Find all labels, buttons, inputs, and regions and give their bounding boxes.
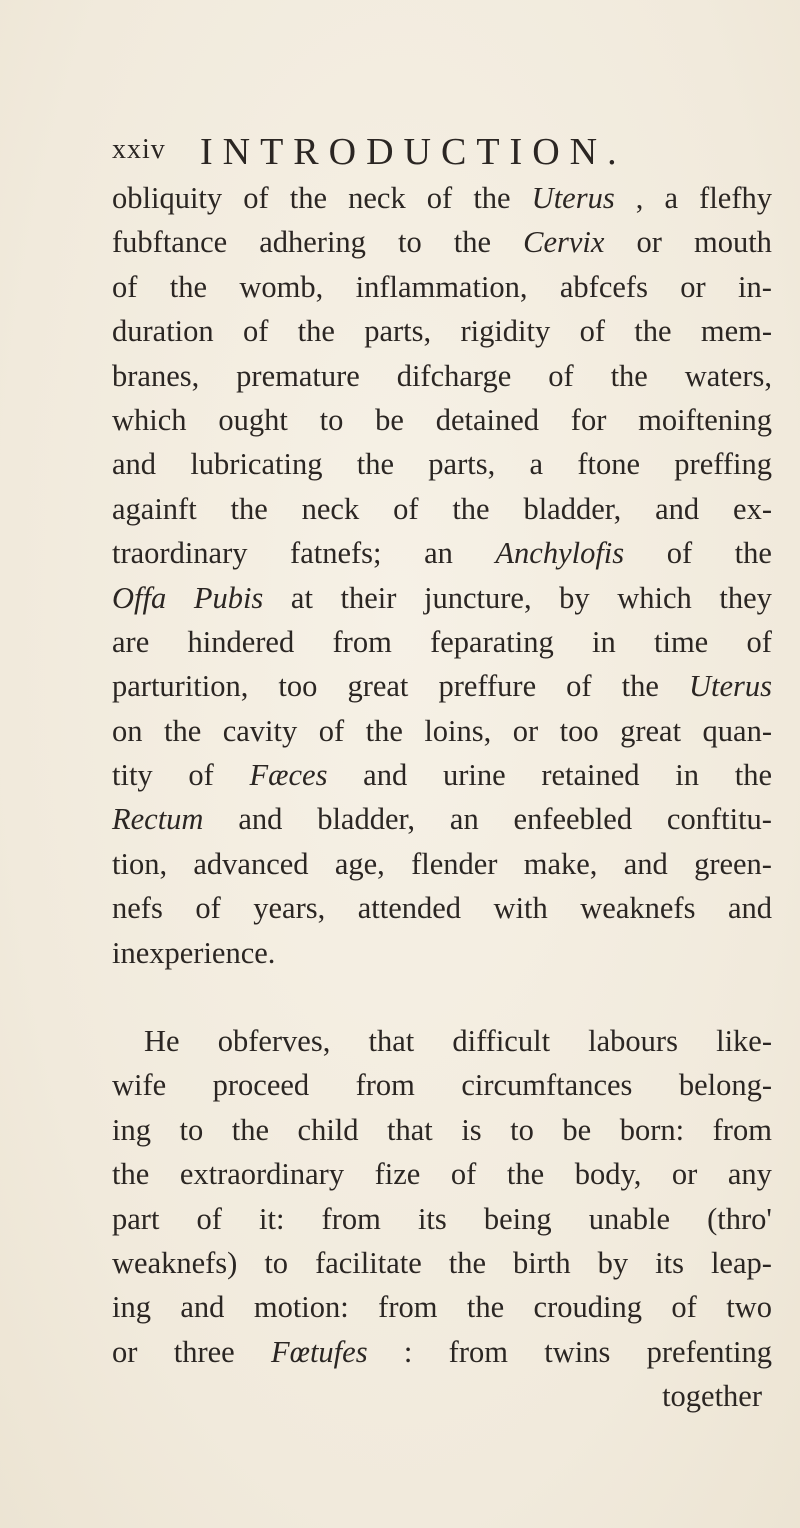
- word: at: [290, 580, 313, 615]
- text-line: [112, 1019, 772, 1063]
- word: it:: [259, 1201, 285, 1236]
- word: being: [483, 1201, 552, 1236]
- word: flefhy: [699, 181, 772, 215]
- word: belong-: [678, 1068, 772, 1103]
- word: time: [654, 624, 709, 659]
- word: Anchylofis: [495, 536, 625, 571]
- word: premature: [236, 358, 360, 393]
- word: lubricating: [190, 447, 323, 482]
- text-line: [112, 1241, 772, 1285]
- text-line: [112, 886, 772, 930]
- word: (thro': [707, 1201, 772, 1236]
- word: an: [449, 802, 479, 837]
- word: of: [393, 491, 419, 526]
- word: mouth: [693, 225, 772, 260]
- word: proceed: [212, 1068, 310, 1103]
- word: fatnefs;: [290, 536, 382, 571]
- word: Offa: [112, 580, 167, 615]
- text-line: [112, 842, 772, 886]
- word: the: [112, 1157, 150, 1192]
- word: mem-: [700, 314, 772, 349]
- text-line: [112, 931, 772, 975]
- word: enfeebled: [513, 802, 633, 837]
- word: :: [403, 1334, 413, 1369]
- word: preffing: [674, 447, 772, 482]
- word: of: [112, 269, 138, 304]
- text-line: [112, 620, 772, 664]
- word: He: [144, 1024, 180, 1059]
- word: and: [180, 1290, 225, 1325]
- word: too: [278, 669, 318, 704]
- word: motion:: [253, 1290, 349, 1325]
- word: the: [634, 314, 672, 349]
- word: which: [617, 580, 692, 615]
- word: the: [356, 447, 395, 482]
- word: from: [712, 1112, 772, 1147]
- word: from: [355, 1068, 415, 1103]
- word: and: [238, 802, 283, 837]
- word: is: [461, 1112, 482, 1147]
- word: to: [510, 1112, 534, 1147]
- text-line: [112, 354, 772, 398]
- word: ing: [112, 1290, 151, 1325]
- word: neck: [348, 181, 406, 215]
- word: and: [623, 846, 668, 881]
- word: of: [426, 181, 453, 215]
- word: retained: [541, 758, 640, 793]
- word: of: [242, 314, 269, 349]
- text-line: [112, 309, 772, 353]
- catchword-line: [112, 1374, 772, 1418]
- word: detained: [435, 402, 539, 437]
- word: child: [297, 1112, 359, 1147]
- word: abfcefs: [559, 269, 648, 304]
- word: inexperience.: [112, 935, 276, 970]
- word: adhering: [259, 225, 366, 260]
- word: body,: [574, 1157, 642, 1192]
- word: the: [610, 358, 648, 393]
- word: for: [570, 402, 607, 437]
- word: parts,: [364, 314, 432, 349]
- word: attended: [357, 891, 462, 926]
- word: urine: [442, 758, 506, 793]
- word: in-: [738, 269, 772, 304]
- word: to: [264, 1245, 289, 1280]
- word: part: [112, 1201, 160, 1236]
- word: are: [112, 624, 150, 659]
- word: weaknefs): [112, 1245, 238, 1280]
- word: ing: [112, 1112, 151, 1147]
- word: of: [746, 624, 772, 659]
- word: preffure: [438, 669, 537, 704]
- word: or: [636, 225, 662, 260]
- word: from: [378, 1290, 438, 1325]
- word: hindered: [187, 624, 295, 659]
- word: extraordinary: [179, 1157, 345, 1192]
- word: facilitate: [315, 1245, 422, 1280]
- word: the: [734, 536, 772, 571]
- word: a: [529, 447, 544, 482]
- word: obliquity: [112, 181, 223, 215]
- word: or: [680, 269, 706, 304]
- word: the: [621, 669, 659, 704]
- paragraph: [112, 1019, 772, 1374]
- text-line: [112, 1285, 772, 1329]
- word: they: [719, 580, 772, 615]
- word: with: [493, 891, 548, 926]
- catchword: together: [662, 1379, 762, 1414]
- word: juncture,: [424, 580, 532, 615]
- word: circumftances: [461, 1068, 633, 1103]
- word: or: [112, 1334, 138, 1369]
- word: like-: [716, 1024, 772, 1059]
- word: crouding: [533, 1290, 642, 1325]
- word: ftone: [577, 447, 640, 482]
- word: moiftening: [638, 402, 772, 437]
- word: Uterus: [688, 669, 772, 704]
- word: rigidity: [460, 314, 551, 349]
- text-line: [112, 487, 772, 531]
- text-line: [112, 1330, 772, 1374]
- running-head: INTRODUCTION.: [200, 131, 627, 173]
- word: their: [340, 580, 397, 615]
- word: bladder,: [317, 802, 416, 837]
- word: ex-: [733, 491, 772, 526]
- word: feparating: [430, 624, 554, 659]
- word: the: [466, 1290, 505, 1325]
- word: fize: [374, 1157, 421, 1192]
- word: parts,: [428, 447, 496, 482]
- word: years,: [253, 891, 326, 926]
- word: twins: [544, 1334, 611, 1369]
- word: an: [424, 536, 453, 571]
- word: Fæces: [249, 758, 328, 793]
- word: by: [597, 1245, 629, 1280]
- word: the: [452, 491, 490, 526]
- word: Uterus: [531, 181, 615, 215]
- word: bladder,: [523, 491, 622, 526]
- word: the: [230, 491, 268, 526]
- word: obferves,: [217, 1024, 331, 1059]
- word: born:: [619, 1112, 685, 1147]
- text-line: [112, 398, 772, 442]
- paragraph: [112, 176, 772, 975]
- word: from: [321, 1201, 381, 1236]
- word: weaknefs: [580, 891, 696, 926]
- word: age,: [334, 846, 385, 881]
- word: difficult: [452, 1024, 551, 1059]
- word: the: [365, 713, 403, 748]
- word: or: [671, 1157, 698, 1192]
- word: Cervix: [523, 225, 605, 260]
- word: of: [196, 1201, 222, 1236]
- text-line: [112, 442, 772, 486]
- word: be: [562, 1112, 592, 1147]
- word: nefs: [112, 891, 163, 926]
- word: and: [363, 758, 408, 793]
- word: the: [289, 181, 328, 215]
- word: the: [453, 225, 492, 260]
- word: Fœtufes: [270, 1334, 368, 1369]
- word: that: [368, 1024, 415, 1059]
- word: Pubis: [193, 580, 264, 615]
- word: leap-: [710, 1245, 772, 1280]
- word: of: [243, 181, 269, 215]
- word: of: [318, 713, 345, 748]
- word: by: [559, 580, 590, 615]
- word: two: [726, 1290, 772, 1325]
- word: branes,: [112, 358, 200, 393]
- word: any: [727, 1157, 772, 1192]
- word: green-: [694, 846, 772, 881]
- word: of: [666, 536, 693, 571]
- text-line: [112, 1063, 772, 1107]
- word: labours: [588, 1024, 678, 1059]
- word: wife: [112, 1068, 167, 1103]
- text-line: [112, 220, 772, 264]
- word: of: [548, 358, 574, 393]
- word: which: [112, 402, 187, 437]
- word: ,: [635, 181, 644, 215]
- word: of: [450, 1157, 477, 1192]
- word: quan-: [702, 713, 772, 748]
- word: waters,: [684, 358, 772, 393]
- word: inflammation,: [355, 269, 528, 304]
- word: womb,: [239, 269, 324, 304]
- word: duration: [112, 314, 214, 349]
- word: be: [375, 402, 404, 437]
- word: of: [671, 1290, 697, 1325]
- word: to: [179, 1112, 204, 1147]
- word: tion,: [112, 846, 168, 881]
- word: traordinary: [112, 536, 248, 571]
- word: the: [169, 269, 208, 304]
- word: the: [163, 713, 202, 748]
- text-line: [112, 709, 772, 753]
- word: in: [675, 758, 699, 793]
- text-line: [112, 797, 772, 841]
- word: to: [319, 402, 344, 437]
- word: parturition,: [112, 669, 249, 704]
- word: birth: [513, 1245, 571, 1280]
- word: to: [398, 225, 422, 260]
- text-line: [112, 1197, 772, 1241]
- text-line: [112, 531, 772, 575]
- word: fubftance: [112, 225, 228, 260]
- word: flender: [411, 846, 498, 881]
- word: on: [112, 713, 143, 748]
- word: and: [112, 447, 157, 482]
- word: prefenting: [646, 1334, 772, 1369]
- page-header: [112, 130, 732, 173]
- word: its: [655, 1245, 684, 1280]
- word: cavity: [222, 713, 298, 748]
- word: the: [448, 1245, 487, 1280]
- word: unable: [588, 1201, 671, 1236]
- word: difcharge: [396, 358, 512, 393]
- word: and: [655, 491, 700, 526]
- word: that: [387, 1112, 433, 1147]
- word: the: [506, 1157, 545, 1192]
- word: three: [173, 1334, 235, 1369]
- word: againft: [112, 491, 197, 526]
- word: the: [297, 314, 335, 349]
- word: great: [347, 669, 409, 704]
- word: from: [448, 1334, 508, 1369]
- word: loins,: [424, 713, 492, 748]
- word: in: [592, 624, 616, 659]
- word: the: [473, 181, 511, 215]
- text-line: [112, 176, 772, 220]
- word: and: [727, 891, 772, 926]
- word: of: [195, 891, 221, 926]
- word: of: [579, 314, 605, 349]
- word: too: [559, 713, 599, 748]
- text-line: [112, 576, 772, 620]
- word: make,: [523, 846, 598, 881]
- word: Rectum: [112, 802, 204, 837]
- word: tity: [112, 758, 153, 793]
- text-line: [112, 1152, 772, 1196]
- page-number: xxiv: [112, 134, 166, 165]
- word: from: [332, 624, 392, 659]
- word: great: [620, 713, 682, 748]
- word: ought: [218, 402, 288, 437]
- text-line: [112, 753, 772, 797]
- text-line: [112, 1108, 772, 1152]
- word: advanced: [193, 846, 309, 881]
- word: neck: [301, 491, 360, 526]
- text-line: [112, 265, 772, 309]
- word: the: [734, 758, 772, 793]
- word: its: [417, 1201, 447, 1236]
- word: of: [188, 758, 214, 793]
- word: conftitu-: [666, 802, 772, 837]
- word: a: [664, 181, 679, 215]
- body-text: [112, 176, 772, 1419]
- word: the: [231, 1112, 270, 1147]
- word: or: [512, 713, 539, 748]
- text-line: [112, 664, 772, 708]
- word: of: [566, 669, 592, 704]
